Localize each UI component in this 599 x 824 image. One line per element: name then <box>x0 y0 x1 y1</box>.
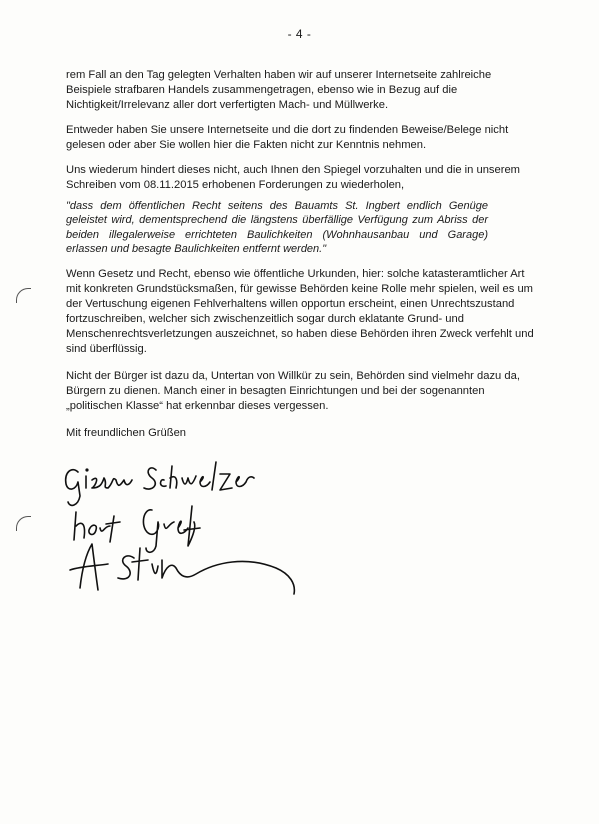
paragraph-3: Uns wiederum hindert dieses nicht, auch Ihnen den Spiegel vorzuhalten und die in unserem Schreiben vom 08.11.2015 erhobenen Forderungen zu wiederholen, <box>66 164 520 191</box>
signature-a-stein <box>70 544 294 594</box>
handwritten-signatures <box>56 450 336 600</box>
paragraph-1: rem Fall an den Tag gelegten Verhalten haben wir auf unserer Internetseite zahlreiche Beispiele strafbaren Handels zusammengetragen, ebenso wie in Bezug auf die Nichtigkeit/Irrelevanz aller dort verfertigten Mach- und Müllwerke. <box>66 69 492 111</box>
demand-quote: "dass dem öffentlichen Recht seitens des Bauamts St. Ingbert endlich Genüge geleistet wird, dementsprechend die längstens überfällige Verfügung zum Abriss der beiden illegalerweise errichteten Baulichkeiten (Wohnhausanbau und Garage) erlassen und besagte Baulichkeiten entfernt werden." <box>66 200 488 256</box>
binder-hole-mark-bottom <box>16 516 31 531</box>
page-number: - 4 - <box>287 27 312 41</box>
paragraph-4: Wenn Gesetz und Recht, ebenso wie öffentliche Urkunden, hier: solche katasteramtlicher Art mit konkreten Grundstücksmaßen, für gewisse Behörden keine Rolle mehr spielen, weil es um der Vertuschung eigenen Fehlverhaltens willen opportun erscheint, einen Unrechtszustand fortzuschreiben, welcher sich zwischenzeitlich sogar durch eklatante Grund- und Menschenrechtsverletzungen auszeichnet, so haben diese Behörden ihren Zweck verfehlt und sind überflüssig. <box>66 267 534 355</box>
paragraph-5: Nicht der Bürger ist dazu da, Untertan von Willkür zu sein, Behörden sind vielmehr dazu da, Bürgern zu dienen. Manch einer in besagten Einrichtungen und bei der sogenannten „politischen Klasse“ hat erkennbar dieses vergessen. <box>66 369 520 412</box>
binder-hole-mark-top <box>16 288 31 303</box>
paragraph-2: Entweder haben Sie unsere Internetseite und die dort zu findenden Beweise/Belege nicht gelesen oder aber Sie wollen hier die Fakten nicht zur Kenntnis nehmen. <box>66 124 509 151</box>
signature-gisela-schwelzer <box>66 462 254 505</box>
closing-salutation: Mit freundlichen Grüßen <box>66 426 187 439</box>
letter-body <box>66 68 536 451</box>
